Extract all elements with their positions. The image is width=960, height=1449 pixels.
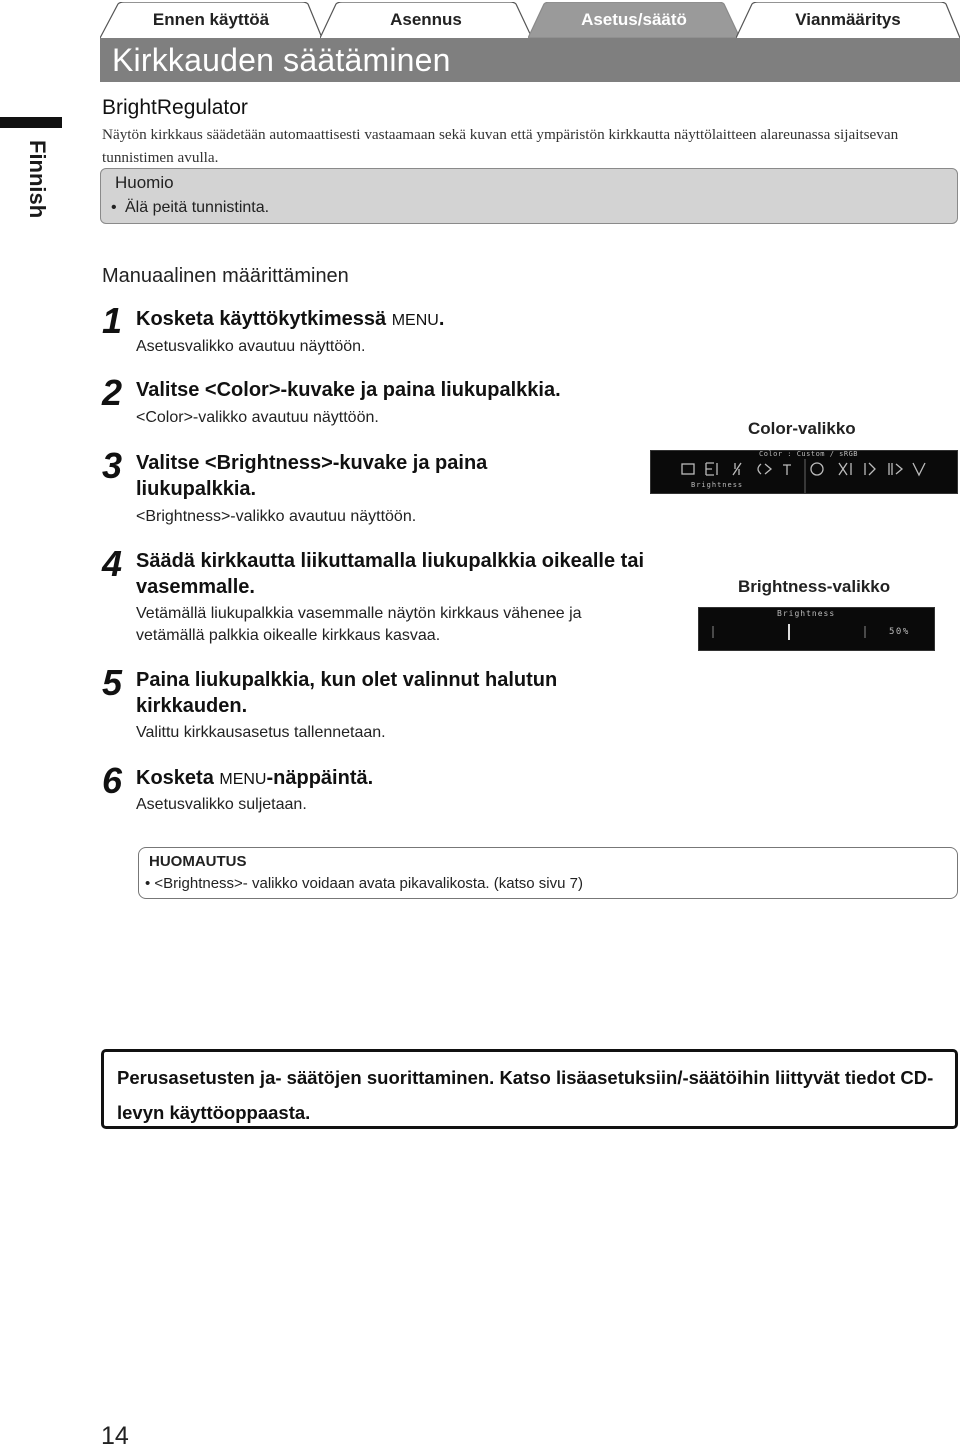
osd-icon xyxy=(682,464,694,474)
step-title xyxy=(136,306,666,334)
menu-key: MENU xyxy=(391,312,439,329)
step-title-text: . xyxy=(438,308,445,330)
note-text: Älä peitä tunnistinta. xyxy=(125,199,270,216)
tab-asennus[interactable] xyxy=(320,2,532,38)
step-title: Valitse <Brightness>-kuvake ja paina liukupalkkia. xyxy=(136,452,488,500)
side-marker xyxy=(0,117,62,128)
osd-icon xyxy=(811,463,823,475)
color-menu-osd xyxy=(650,450,958,494)
osd-slider xyxy=(699,608,936,652)
tab-label: Vianmääritys xyxy=(795,10,901,29)
step-number: 2 xyxy=(102,372,123,413)
osd-icon xyxy=(758,464,771,474)
osd-subtitle: Brightness xyxy=(691,481,744,489)
tab-label: Asennus xyxy=(390,10,462,29)
osd-icon xyxy=(839,463,851,475)
tab-label: Ennen käyttöä xyxy=(152,10,270,29)
osd-icons xyxy=(651,451,959,495)
page-number: 14 xyxy=(101,1422,129,1449)
step-description: Asetusvalikko avautuu näyttöön. xyxy=(136,338,366,355)
step-description: Vetämällä liukupalkkia vasemmalle näytön kirkkaus vähenee ja vetämällä palkkia oikealle kirkkaus kasvaa. xyxy=(136,605,582,644)
note-item xyxy=(111,199,269,217)
bottom-note-text: Perusasetusten ja- säätöjen suorittaminen. Katso lisäasetuksiin/-säätöihin liittyvät tiedot CD-levyn käyttöoppaasta. xyxy=(117,1067,934,1123)
note-box xyxy=(100,168,958,224)
tab-label: Asetus/säätö xyxy=(581,10,687,29)
title-bar xyxy=(100,38,960,82)
osd-icon xyxy=(913,463,925,475)
step-title-text: Kosketa käyttökytkimessä xyxy=(136,308,392,330)
step-title xyxy=(136,765,666,793)
bottom-note-box xyxy=(101,1049,958,1129)
manual-heading: Manuaalinen määrittäminen xyxy=(102,265,349,287)
step-number: 3 xyxy=(102,445,123,486)
osd-icon xyxy=(783,465,791,475)
tab-bar xyxy=(100,0,960,38)
step-number: 5 xyxy=(102,662,123,703)
bullet: • xyxy=(111,199,117,216)
note-title: Huomio xyxy=(115,173,174,192)
step-description: <Color>-valikko avautuu näyttöön. xyxy=(136,409,379,426)
step-title-text: -näppäintä. xyxy=(266,767,374,789)
osd-title: Color : Custom / sRGB xyxy=(759,450,859,458)
brightness-menu-caption: Brightness-valikko xyxy=(738,577,891,596)
tab-vianmaaritys[interactable] xyxy=(736,2,960,38)
step-title-text: Kosketa xyxy=(136,767,220,789)
step-description: <Brightness>-valikko avautuu näyttöön. xyxy=(136,508,417,525)
page-title: Kirkkauden säätäminen xyxy=(112,42,451,78)
huomautus-item: • <Brightness>- valikko voidaan avata pikavalikosta. (katso sivu 7) xyxy=(145,875,583,892)
menu-key: MENU xyxy=(219,771,267,788)
osd-icon xyxy=(733,463,741,475)
language-text: Finnish xyxy=(25,140,50,219)
huomautus-title: HUOMAUTUS xyxy=(149,853,247,870)
osd-icon xyxy=(706,463,717,475)
section-paragraph: Näytön kirkkaus säädetään automaattisesti vastaamaan sekä kuvan että ympäristön kirkkautta näyttölaitteen alareunassa sijaitsevan tunnistimen avulla. xyxy=(102,126,899,166)
step-number: 6 xyxy=(102,760,123,801)
osd-icon xyxy=(865,463,875,475)
step-title: Paina liukupalkkia, kun olet valinnut halutun kirkkauden. xyxy=(136,669,558,717)
step-number: 4 xyxy=(102,543,123,584)
brightness-menu-osd xyxy=(698,607,935,651)
language-label xyxy=(14,140,50,220)
tab-ennen-kayttoa[interactable] xyxy=(100,2,322,38)
section-heading: BrightRegulator xyxy=(102,96,248,119)
huomautus-box xyxy=(138,847,958,899)
step-title: Säädä kirkkautta liikuttamalla liukupalkkia oikealle tai vasemmalle. xyxy=(136,550,645,598)
tab-asetus-saato[interactable] xyxy=(528,2,740,38)
step-description: Valittu kirkkausasetus tallennetaan. xyxy=(136,724,386,741)
color-menu-caption: Color-valikko xyxy=(748,419,856,438)
step-number: 1 xyxy=(102,300,123,341)
osd-icon xyxy=(889,463,902,475)
osd-title: Brightness xyxy=(777,609,836,618)
step-description: Asetusvalikko suljetaan. xyxy=(136,796,307,813)
osd-value: 50% xyxy=(889,627,910,637)
step-title: Valitse <Color>-kuvake ja paina liukupalkkia. xyxy=(136,379,561,401)
